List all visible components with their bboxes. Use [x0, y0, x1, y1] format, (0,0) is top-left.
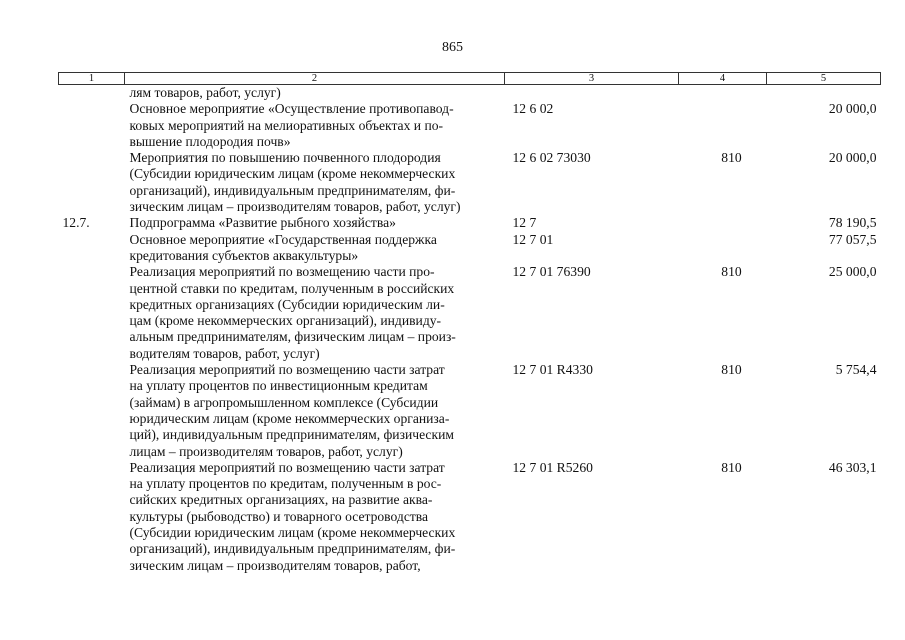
- row-name-line: Мероприятия по повышению почвенного плодородия: [129, 150, 441, 166]
- row-name-line: Подпрограмма «Развитие рыбного хозяйства»: [129, 215, 396, 231]
- row-name-line: юридическим лицам (кроме некоммерческих организа-: [129, 410, 450, 426]
- row-name: [125, 215, 505, 231]
- row-name: [125, 150, 505, 215]
- table-row: [59, 362, 881, 460]
- table-row: [59, 232, 881, 265]
- table-row: [59, 264, 881, 362]
- row-name: [125, 85, 505, 102]
- row-name-line: центной ставки по кредитам, полученным в российских: [129, 280, 455, 296]
- row-expense-type: [679, 232, 767, 265]
- row-code: 12 7 01 R5260: [512, 459, 593, 475]
- row-name: [125, 101, 505, 150]
- row-name-line: вышение плодородия почв»: [129, 133, 291, 149]
- row-name-line: водителям товаров, работ, услуг): [129, 345, 320, 361]
- table-body: [59, 85, 881, 574]
- row-amount: 20 000,0: [828, 150, 877, 166]
- row-name: [125, 264, 505, 362]
- row-name-line: организаций), индивидуальным предпринимателям, фи-: [129, 541, 456, 557]
- row-number: [59, 264, 125, 362]
- header-col-5: 5: [767, 73, 881, 85]
- row-number: [59, 150, 125, 215]
- row-amount: 46 303,1: [828, 459, 877, 475]
- table-header: [59, 73, 881, 85]
- row-name: [125, 362, 505, 460]
- row-expense-type: [679, 101, 767, 150]
- row-expense-type: [679, 85, 767, 102]
- row-amount: 78 190,5: [828, 215, 877, 231]
- row-code: 12 7 01: [512, 231, 554, 247]
- row-number: 12.7.: [62, 215, 90, 231]
- table-row: [59, 101, 881, 150]
- header-col-1: 1: [59, 73, 125, 85]
- row-name-line: зическим лицам – производителям товаров, работ,: [129, 557, 421, 573]
- row-name-line: зическим лицам – производителям товаров, работ, услуг): [129, 199, 461, 215]
- row-name-line: организаций), индивидуальным предпринимателям, фи-: [129, 182, 456, 198]
- row-code: 12 7: [512, 215, 537, 231]
- table-row: [59, 85, 881, 102]
- row-number: [59, 362, 125, 460]
- header-row: [59, 73, 881, 85]
- row-name: [125, 460, 505, 574]
- row-name-line: ковых мероприятий на мелиоративных объектах и по-: [129, 117, 444, 133]
- row-expense-type: 810: [721, 264, 742, 280]
- row-name-line: Реализация мероприятий по возмещению части затрат: [129, 459, 445, 475]
- row-amount: 20 000,0: [828, 101, 877, 117]
- row-code: 12 7 01 76390: [512, 264, 591, 280]
- row-amount: [767, 85, 881, 102]
- row-expense-type: 810: [721, 362, 742, 378]
- budget-table: [58, 72, 881, 574]
- row-expense-type: [679, 215, 767, 231]
- page-number: 865: [442, 40, 463, 55]
- row-name-line: сийских кредитных организациях, на развитие аква-: [129, 492, 433, 508]
- row-expense-type: 810: [721, 459, 742, 475]
- row-amount: 25 000,0: [828, 264, 877, 280]
- row-code: 12 6 02: [512, 101, 554, 117]
- row-amount: 5 754,4: [835, 362, 877, 378]
- row-name-line: цам (кроме некоммерческих организаций), индивиду-: [129, 313, 442, 329]
- row-name-line: на уплату процентов по инвестиционным кредитам: [129, 378, 428, 394]
- table-row: [59, 150, 881, 215]
- row-name-line: альным предпринимателям, физическим лицам – произ-: [129, 329, 456, 345]
- row-name-line: (Субсидии юридическим лицам (кроме некоммерческих: [129, 525, 456, 541]
- row-name-line: ций), индивидуальным предпринимателям, физическим: [129, 427, 454, 443]
- row-name-line: кредитования субъектов аквакультуры»: [129, 247, 359, 263]
- row-name-line: культуры (рыбоводство) и товарного осетроводства: [129, 508, 429, 524]
- row-code: 12 6 02 73030: [512, 150, 591, 166]
- header-col-4: 4: [679, 73, 767, 85]
- table-row: [59, 215, 881, 231]
- row-name-line: лицам – производителям товаров, работ, услуг): [129, 443, 403, 459]
- row-name-line: (займам) в агропромышленном комплексе (Субсидии: [129, 394, 439, 410]
- row-name-line: Основное мероприятие «Осуществление противопавод-: [129, 101, 454, 117]
- row-number: [59, 232, 125, 265]
- row-number: [59, 85, 125, 102]
- row-amount: 77 057,5: [828, 231, 877, 247]
- row-name-line: Реализация мероприятий по возмещению части про-: [129, 264, 435, 280]
- row-code: 12 7 01 R4330: [512, 362, 593, 378]
- table-row: [59, 460, 881, 574]
- row-number: [59, 101, 125, 150]
- row-name: [125, 232, 505, 265]
- row-name-line: (Субсидии юридическим лицам (кроме некоммерческих: [129, 166, 456, 182]
- row-name-line: кредитных организациях (Субсидии юридическим ли-: [129, 296, 445, 312]
- row-code: [505, 85, 679, 102]
- header-col-3: 3: [505, 73, 679, 85]
- row-number: [59, 460, 125, 574]
- header-col-2: 2: [125, 73, 505, 85]
- row-name-line: Реализация мероприятий по возмещению части затрат: [129, 362, 445, 378]
- row-name-line: на уплату процентов по кредитам, полученным в рос-: [129, 476, 442, 492]
- row-name-line: лям товаров, работ, услуг): [129, 85, 281, 100]
- row-name-line: Основное мероприятие «Государственная поддержка: [129, 231, 437, 247]
- row-expense-type: 810: [721, 150, 742, 166]
